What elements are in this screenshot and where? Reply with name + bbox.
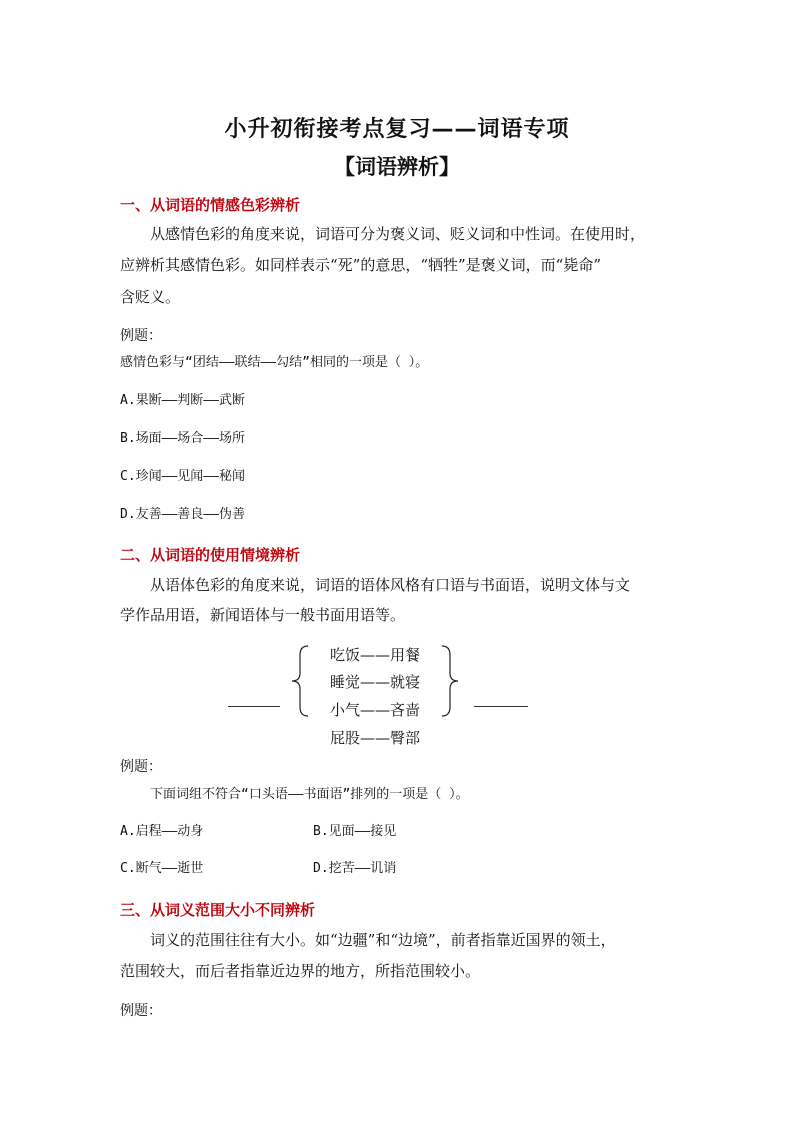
left-brace	[290, 645, 310, 717]
section-1-option-a: A.果断——判断——武断	[120, 393, 245, 408]
section-2-heading: 二、从词语的使用情境辨析	[120, 546, 301, 564]
section-2-option-a: A.启程——动身	[120, 824, 204, 839]
section-1-example-label: 例题：	[120, 328, 162, 344]
section-3-heading: 三、从词义范围大小不同辨析	[120, 901, 316, 919]
section-2-option-c: C.断气——逝世	[120, 861, 204, 876]
section-1-para-line-2: 应辨析其感情色彩。如同样表示“死”的意思，“牺牲”是褒义词，而“毙命”	[120, 256, 602, 274]
section-2-option-d: D.挖苦——讥诮	[313, 861, 397, 876]
section-3-example-label: 例题：	[120, 1003, 162, 1019]
section-1-option-d: D.友善——善良——伪善	[120, 507, 245, 522]
section-3-para-line-2: 范围较大，而后者指靠近边界的地方，所指范围较小。	[120, 962, 481, 980]
page-subtitle: 【词语辨析】	[334, 155, 460, 179]
section-1-heading: 一、从词语的情感色彩辨析	[120, 196, 301, 214]
section-1-para-line-3: 含贬义。	[120, 288, 181, 306]
word-pair-3: 小气——吝啬	[330, 701, 421, 719]
section-2-option-b: B.见面——接见	[313, 824, 397, 839]
section-1-para-line-1: 从感情色彩的角度来说，词语可分为褒义词、贬义词和中性词。在使用时，	[150, 225, 646, 243]
word-pair-1: 吃饭——用餐	[330, 646, 421, 664]
section-2-question: 下面词组不符合“口头语——书面语”排列的一项是（ ）。	[150, 787, 469, 802]
right-brace	[440, 645, 460, 717]
section-2-para-line-1: 从语体色彩的角度来说，词语的语体风格有口语与书面语，说明文体与文	[150, 576, 631, 594]
section-2-example-label: 例题：	[120, 759, 162, 775]
section-2-para-line-2: 学作品用语，新闻语体与一般书面用语等。	[120, 606, 406, 624]
section-1-option-c: C.珍闻——见闻——秘闻	[120, 469, 245, 484]
page-title: 小升初衔接考点复习——词语专项	[224, 117, 570, 142]
right-connector-line	[474, 706, 528, 707]
left-connector-line	[228, 706, 280, 707]
word-pair-4: 屁股——臀部	[330, 729, 421, 747]
section-1-question: 感情色彩与“团结——联结——勾结”相同的一项是（ ）。	[120, 355, 429, 370]
section-1-option-b: B.场面——场合——场所	[120, 431, 245, 446]
word-pair-2: 睡觉——就寝	[330, 673, 421, 691]
section-3-para-line-1: 词义的范围往往有大小。如“边疆”和“边境”，前者指靠近国界的领土，	[150, 931, 616, 949]
